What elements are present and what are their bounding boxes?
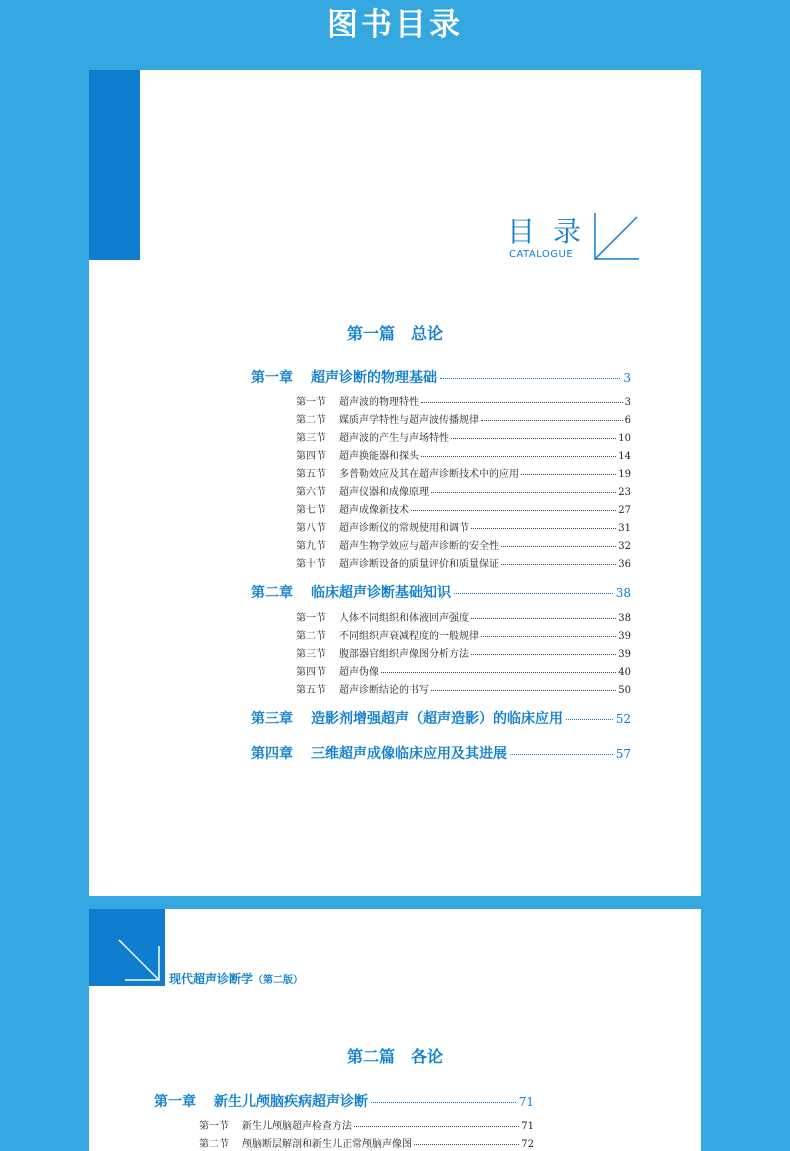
- chapter-page: 57: [615, 747, 631, 761]
- section-number: 第八节: [296, 523, 326, 534]
- section-number: 第二节: [296, 631, 326, 642]
- section-page: 6: [624, 415, 631, 426]
- section-title: 颅脑断层解剖和新生儿正常颅脑声像图: [242, 1139, 412, 1150]
- section-number: 第四节: [296, 667, 326, 678]
- section-entry[interactable]: [296, 609, 631, 623]
- section-page: 23: [618, 487, 631, 498]
- chapter-number: 第四章: [251, 746, 293, 762]
- section-entry[interactable]: [296, 411, 631, 425]
- dot-leader: [411, 510, 616, 511]
- section-title: 超声生物学效应与超声诊断的安全性: [339, 541, 499, 552]
- banner: [0, 0, 790, 50]
- corner-line-icon: [593, 213, 639, 261]
- section-title: 新生儿颅脑超声检查方法: [242, 1121, 352, 1132]
- dot-leader: [381, 672, 616, 673]
- section-number: 第五节: [296, 685, 326, 696]
- section-title: 超声换能器和探头: [339, 451, 419, 462]
- chapter-number: 第一章: [154, 1094, 196, 1110]
- dot-leader: [440, 378, 620, 379]
- section-entry[interactable]: [296, 465, 631, 479]
- section-number: 第三节: [296, 433, 326, 444]
- section-title: 超声伪像: [339, 667, 379, 678]
- chapter-number: 第二章: [251, 585, 293, 601]
- section-title: 超声波的物理特性: [339, 397, 419, 408]
- dot-leader: [451, 438, 616, 439]
- dot-leader: [431, 690, 616, 691]
- dot-leader: [481, 420, 623, 421]
- section-page: 50: [618, 685, 631, 696]
- banner-title: 图书目录: [327, 7, 463, 43]
- section-page: 32: [618, 541, 631, 552]
- section-entry[interactable]: [296, 519, 631, 533]
- section-title: 超声诊断设备的质量评价和质量保证: [339, 559, 499, 570]
- section-entry[interactable]: [296, 555, 631, 569]
- toc-page-1: [89, 70, 701, 896]
- section-page: 10: [618, 433, 631, 444]
- dot-leader: [566, 719, 613, 720]
- section-entry[interactable]: [296, 645, 631, 659]
- dot-leader: [471, 618, 616, 619]
- chapter-page: 71: [518, 1095, 534, 1109]
- section-entry[interactable]: [296, 393, 631, 407]
- section-title: 超声诊断结论的书写: [339, 685, 429, 696]
- section-number: 第一节: [296, 613, 326, 624]
- part-2-title: 第二篇 各论: [346, 1047, 443, 1066]
- section-entry[interactable]: [296, 537, 631, 551]
- section-title: 不同组织声衰减程度的一般规律: [339, 631, 479, 642]
- section-page: 27: [618, 505, 631, 516]
- section-page: 3: [624, 397, 631, 408]
- section-entry[interactable]: [296, 681, 631, 695]
- catalogue-subtitle: CATALOGUE: [509, 249, 574, 260]
- catalogue-title: 目录: [507, 215, 600, 248]
- chapter-title: 造影剂增强超声（超声造影）的临床应用: [311, 711, 563, 727]
- section-title: 多普勒效应及其在超声诊断技术中的应用: [339, 469, 519, 480]
- dot-leader: [501, 564, 616, 565]
- catalogue-header: [507, 216, 639, 262]
- section-number: 第三节: [296, 649, 326, 660]
- dot-leader: [521, 474, 616, 475]
- section-title: 超声诊断仪的常规使用和调节: [339, 523, 469, 534]
- section-number: 第二节: [296, 415, 326, 426]
- chapter-number: 第一章: [251, 370, 293, 386]
- section-page: 38: [618, 613, 631, 624]
- chapter-page: 38: [615, 586, 631, 600]
- chapter-title: 新生儿颅脑疾病超声诊断: [214, 1094, 368, 1110]
- dot-leader: [510, 754, 613, 755]
- dot-leader: [354, 1126, 519, 1127]
- dot-leader: [431, 492, 616, 493]
- chapter-4-entry[interactable]: [251, 743, 631, 763]
- section-title: 媒质声学特性与超声波传播规律: [339, 415, 479, 426]
- section-title: 腹部器官组织声像图分析方法: [339, 649, 469, 660]
- section-page: 39: [618, 649, 631, 660]
- book-name: 现代超声诊断学: [169, 972, 254, 986]
- section-number: 第五节: [296, 469, 326, 480]
- chapter-page: 3: [623, 371, 631, 385]
- section-page: 71: [521, 1121, 534, 1132]
- dot-leader: [371, 1102, 516, 1103]
- book-edition: （第二版）: [253, 975, 304, 986]
- section-page: 36: [618, 559, 631, 570]
- section-title: 超声波的产生与声场特性: [339, 433, 449, 444]
- chapter-1-entry[interactable]: [251, 367, 631, 387]
- chapter-2-entry[interactable]: [251, 582, 631, 602]
- section-number: 第一节: [296, 397, 326, 408]
- dot-leader: [501, 546, 616, 547]
- dot-leader: [454, 593, 613, 594]
- dot-leader: [471, 528, 616, 529]
- section-page: 72: [521, 1139, 534, 1150]
- dot-leader: [481, 636, 616, 637]
- section-page: 40: [618, 667, 631, 678]
- section-number: 第七节: [296, 505, 326, 516]
- section-number: 第一节: [199, 1121, 229, 1132]
- section-page: 31: [618, 523, 631, 534]
- section-number: 第四节: [296, 451, 326, 462]
- section-title: 人体不同组织和体液回声强度: [339, 613, 469, 624]
- chapter-3-entry[interactable]: [251, 708, 631, 728]
- chapter-title: 三维超声成像临床应用及其进展: [311, 746, 507, 762]
- section-title: 超声成像新技术: [339, 505, 409, 516]
- book-title: [169, 970, 303, 987]
- section-entry[interactable]: [296, 663, 631, 677]
- section-entry[interactable]: [296, 627, 631, 641]
- section-page: 39: [618, 631, 631, 642]
- section-entry[interactable]: [296, 429, 631, 443]
- section-number: 第九节: [296, 541, 326, 552]
- section-entry[interactable]: [296, 483, 631, 497]
- section-page: 14: [618, 451, 631, 462]
- section-number: 第二节: [199, 1139, 229, 1150]
- dot-leader: [421, 456, 616, 457]
- section-title: 超声仪器和成像原理: [339, 487, 429, 498]
- chapter-title: 临床超声诊断基础知识: [311, 585, 451, 601]
- arrow-down-right-icon: [117, 938, 161, 982]
- dot-leader: [421, 402, 623, 403]
- part-1-title: 第一篇 总论: [346, 324, 443, 343]
- section-entry[interactable]: [296, 501, 631, 515]
- section-page: 19: [618, 469, 631, 480]
- section-number: 第十节: [296, 559, 326, 570]
- dot-leader: [414, 1144, 519, 1145]
- section-entry[interactable]: [199, 1117, 534, 1131]
- section-entry[interactable]: [296, 447, 631, 461]
- chapter-number: 第三章: [251, 711, 293, 727]
- chapter-entry[interactable]: [154, 1091, 534, 1111]
- section-number: 第六节: [296, 487, 326, 498]
- dot-leader: [471, 654, 616, 655]
- chapter-title: 超声诊断的物理基础: [311, 370, 437, 386]
- decorative-band: [89, 70, 140, 260]
- chapter-page: 52: [615, 712, 631, 726]
- section-entry[interactable]: [199, 1135, 534, 1149]
- toc-page-2: [89, 909, 701, 1151]
